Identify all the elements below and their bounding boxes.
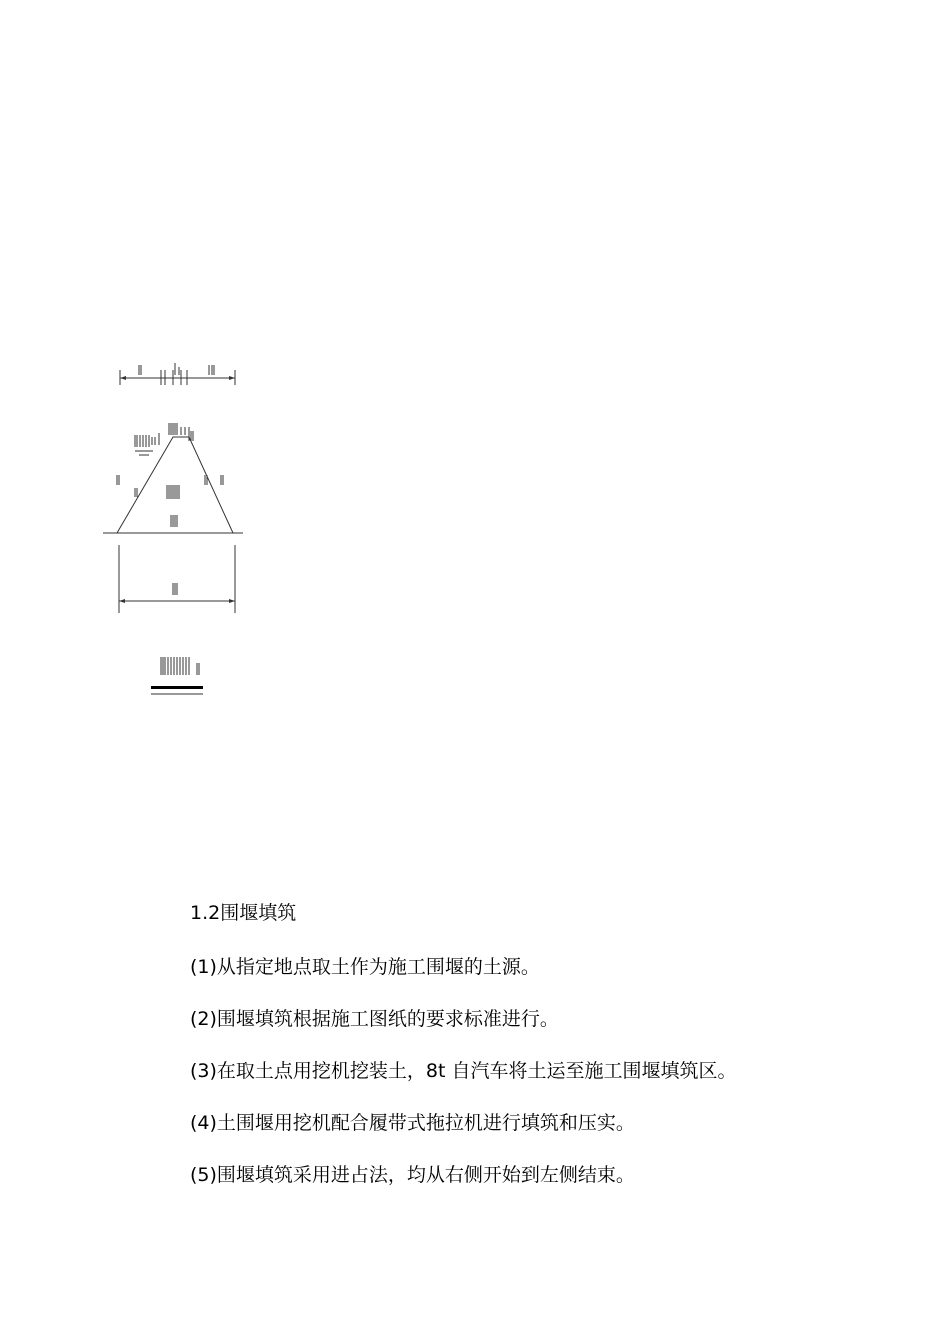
section-cofferdam-filling (190, 900, 890, 1214)
paragraph-3: (3)在取土点用挖机挖装土，8t 自汽车将土运至施工围堰填筑区。 (190, 1060, 737, 1082)
cofferdam-cross-section-drawing (95, 345, 255, 705)
paragraph-4: (4)土围堰用挖机配合履带式拖拉机进行填筑和压实。 (190, 1112, 635, 1134)
paragraph-1: (1)从指定地点取土作为施工围堰的土源。 (190, 956, 540, 978)
paragraph-2: (2)围堰填筑根据施工图纸的要求标准进行。 (190, 1008, 559, 1030)
section-heading: 1.2围堰填筑 (190, 902, 297, 924)
cross-section-svg (95, 345, 255, 705)
title-underline-thick (151, 686, 203, 689)
paragraph-5: (5)围堰填筑采用进占法，均从右侧开始到左侧结束。 (190, 1164, 635, 1186)
